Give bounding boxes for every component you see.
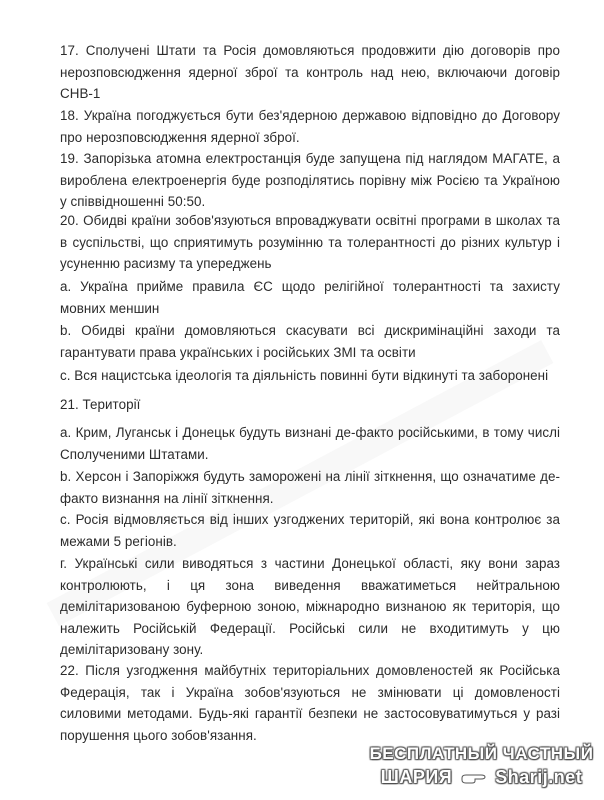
paragraph-17: 17. Сполучені Штати та Росія домовляються продовжити дію договорів про нерозповсюдження ядерної зброї та контроль над нею, включаючи договір СНВ-1: [60, 43, 560, 101]
paragraph-22: 22. Після узгодження майбутніх територіальних домовленостей як Російська Федерація, так і Україна зобов'язуються не змінювати ці домовленості силовими методами. Будь-які гарантії безпеки не застосовуватимуться у разі порушення цього зобов'язання.: [60, 663, 560, 743]
paragraph-20b: b. Обидві країни домовляються скасувати всі дискримінаційні заходи та гарантувати права українських і російських ЗМІ та освіти: [60, 323, 560, 360]
pointing-hand-icon: [461, 772, 487, 784]
paragraph-21g: г. Українські сили виводяться з частини Донецької області, яку вони зараз контролюють, і ця зона виведення вважатиметься нейтральною демілітаризованою буферною зоною, міжнародно визнаною як територія, що належить Російській Федерації. Російські сили не входитимуть у цю демілітаризовану зону.: [60, 556, 560, 657]
paragraph-18: 18. Україна погоджується бути без'ядерною державою відповідно до Договору про нерозповсюдження ядерної зброї.: [60, 108, 560, 145]
paragraph-21b: b. Херсон і Запоріжжя будуть заморожені на лінії зіткнення, що означатиме де-факто визнання на лінії зіткнення.: [60, 469, 560, 506]
watermark-line2-right: Sharij.net: [495, 767, 583, 787]
paragraph-21a: a. Крим, Луганськ і Донецьк будуть визнані де-факто російськими, в тому числі Сполученими Штатами.: [60, 425, 560, 462]
paragraph-21c: c. Росія відмовляється від інших узгоджених територій, які вона контролює за межами 5 регіонів.: [60, 512, 560, 549]
watermark-line1: БЕСПЛАТНЫЙ ЧАСТНЫЙ: [369, 744, 594, 763]
site-watermark: [369, 742, 594, 794]
paragraph-20c: c. Вся нацистська ідеологія та діяльність повинні бути відкинуті та заборонені: [60, 368, 549, 383]
paragraph-20: 20. Обидві країни зобов'язуються впроваджувати освітні програми в школах та в суспільстві, що сприятимуть розумінню та толерантності до різних культур і усуненню расизму та упереджень: [60, 213, 560, 271]
paragraph-19: 19. Запорізька атомна електростанція буде запущена під наглядом МАГАТЕ, а вироблена електроенергія буде розподілятись порівну між Росією та Україною у співвідношенні 50:50.: [60, 151, 560, 209]
paragraph-20a: a. Україна прийме правила ЄС щодо релігійної толерантності та захисту мовних меншин: [60, 279, 560, 316]
watermark-line2-left: ШАРИЯ: [380, 767, 453, 787]
watermark-line2: [369, 767, 594, 788]
paragraph-21-heading: 21. Території: [60, 397, 141, 412]
